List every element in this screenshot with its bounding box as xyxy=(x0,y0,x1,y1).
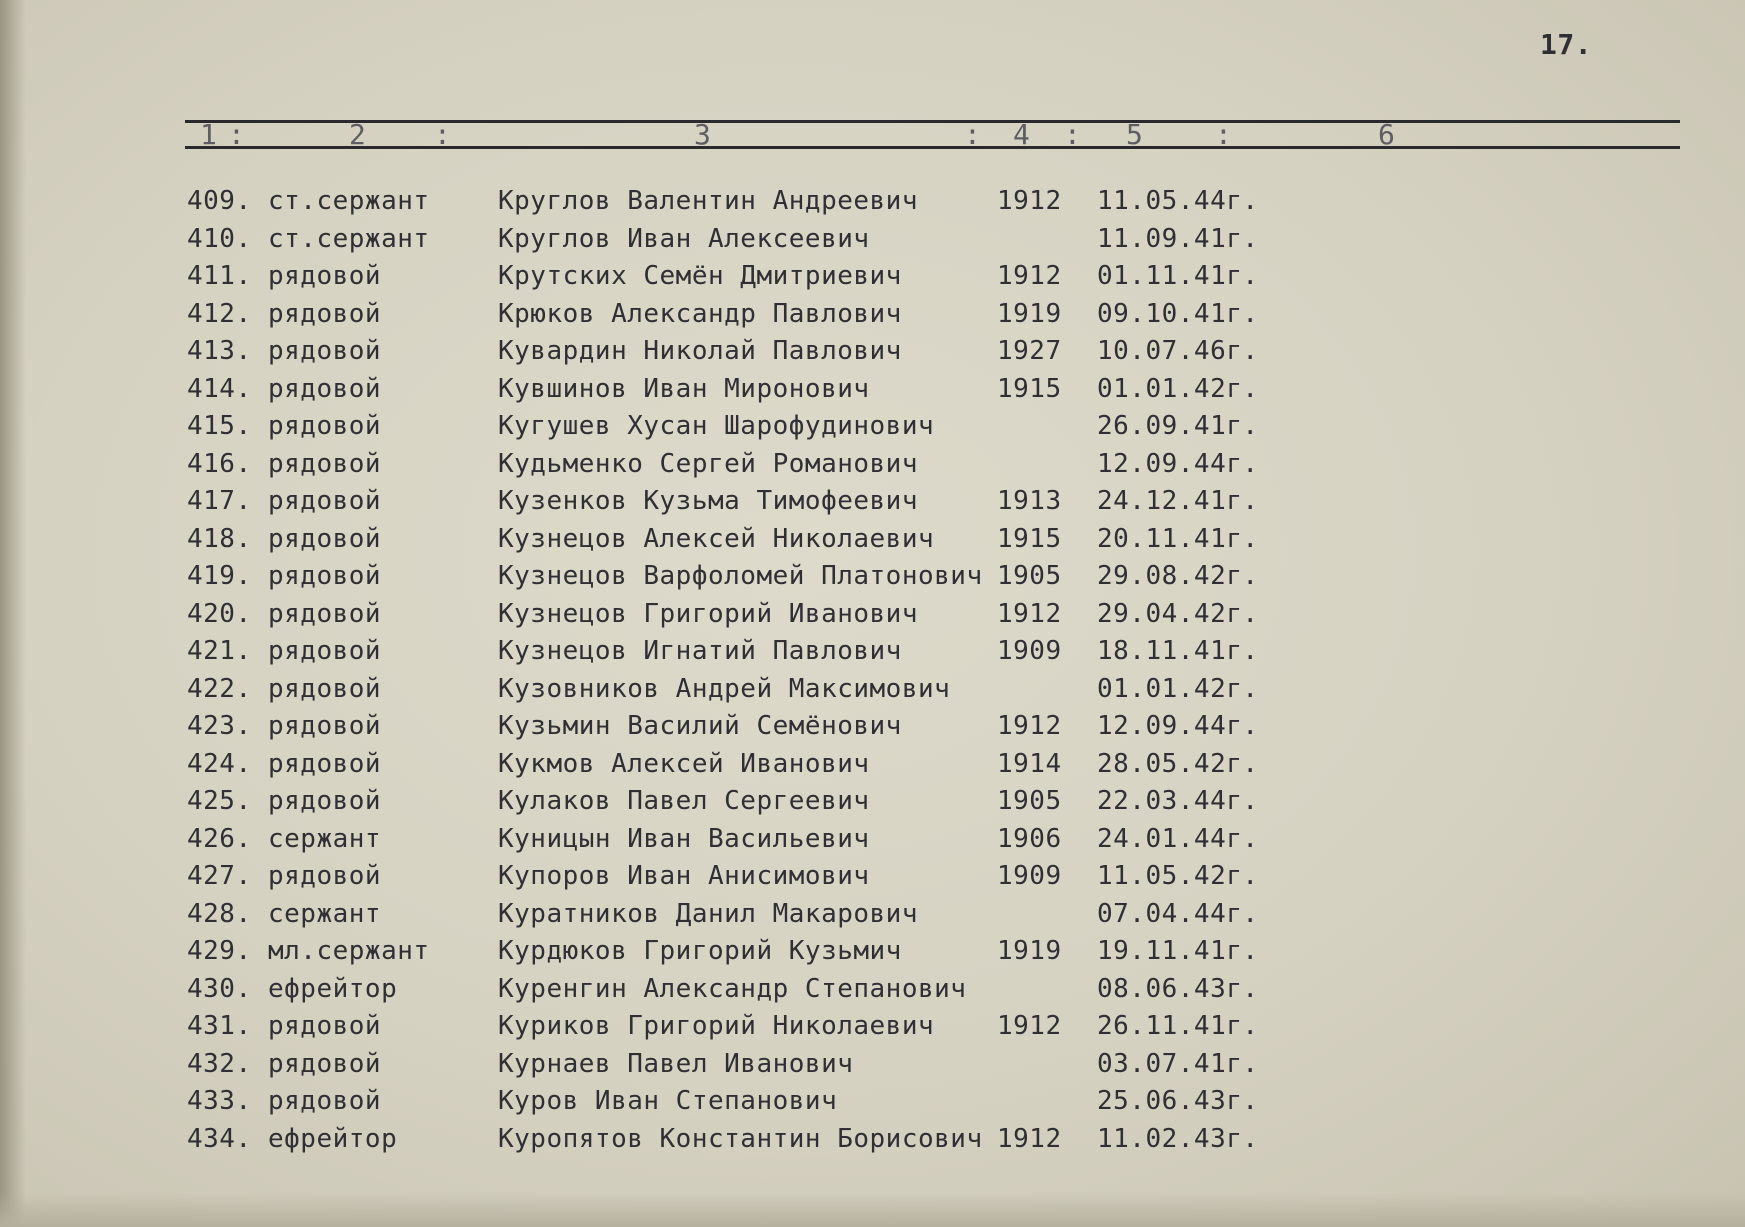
birth-year: 1909 xyxy=(997,636,1062,666)
header-rule-bottom xyxy=(185,146,1680,149)
records-table xyxy=(187,183,1297,1158)
table-row xyxy=(187,558,1297,596)
date-of-loss: 11.02.43г. xyxy=(1097,1123,1259,1154)
table-row xyxy=(187,371,1297,409)
full-name: Кузнецов Варфоломей Платонович xyxy=(498,561,983,591)
full-name: Крюков Александр Павлович xyxy=(498,298,902,329)
record-number: 429. xyxy=(187,936,252,966)
record-number: 416. xyxy=(187,448,252,479)
military-rank: рядовой xyxy=(268,1048,382,1079)
column-header-2: 2 xyxy=(349,118,366,151)
table-row xyxy=(187,483,1297,521)
table-row xyxy=(187,783,1297,821)
date-of-loss: 26.09.41г. xyxy=(1097,411,1259,441)
record-number: 432. xyxy=(187,1048,252,1079)
record-number: 423. xyxy=(187,711,252,741)
table-row xyxy=(187,858,1297,896)
date-of-loss: 01.01.42г. xyxy=(1097,673,1259,704)
military-rank: рядовой xyxy=(268,486,382,516)
record-number: 409. xyxy=(187,186,252,216)
full-name: Кузнецов Алексей Николаевич xyxy=(498,523,935,554)
military-rank: рядовой xyxy=(268,373,382,404)
date-of-loss: 19.11.41г. xyxy=(1097,936,1259,966)
date-of-loss: 11.05.42г. xyxy=(1097,861,1259,891)
birth-year: 1912 xyxy=(997,1123,1062,1154)
table-row xyxy=(187,933,1297,971)
table-row xyxy=(187,296,1297,334)
military-rank: сержант xyxy=(268,898,382,929)
military-rank: рядовой xyxy=(268,748,382,779)
full-name: Купоров Иван Анисимович xyxy=(498,861,870,891)
full-name: Куратников Данил Макарович xyxy=(498,898,918,929)
column-header-3: 3 xyxy=(694,118,711,151)
page-edge-shadow xyxy=(0,0,26,1227)
table-row xyxy=(187,1121,1297,1159)
table-row xyxy=(187,708,1297,746)
military-rank: рядовой xyxy=(268,673,382,704)
date-of-loss: 11.05.44г. xyxy=(1097,186,1259,216)
date-of-loss: 09.10.41г. xyxy=(1097,298,1259,329)
record-number: 414. xyxy=(187,373,252,404)
full-name: Круглов Иван Алексеевич xyxy=(498,223,870,254)
birth-year: 1906 xyxy=(997,823,1062,854)
record-number: 426. xyxy=(187,823,252,854)
full-name: Круглов Валентин Андреевич xyxy=(498,186,918,216)
date-of-loss: 29.08.42г. xyxy=(1097,561,1259,591)
full-name: Кузьмин Василий Семёнович xyxy=(498,711,902,741)
record-number: 431. xyxy=(187,1011,252,1041)
record-number: 434. xyxy=(187,1123,252,1154)
column-header-4: 4 xyxy=(1013,118,1030,151)
record-number: 425. xyxy=(187,786,252,816)
table-row xyxy=(187,821,1297,859)
military-rank: рядовой xyxy=(268,261,382,291)
military-rank: ефрейтор xyxy=(268,1123,398,1154)
record-number: 422. xyxy=(187,673,252,704)
record-number: 415. xyxy=(187,411,252,441)
table-row xyxy=(187,408,1297,446)
birth-year: 1914 xyxy=(997,748,1062,779)
column-separator: : xyxy=(434,118,451,151)
date-of-loss: 12.09.44г. xyxy=(1097,448,1259,479)
record-number: 421. xyxy=(187,636,252,666)
full-name: Крутских Семён Дмитриевич xyxy=(498,261,902,291)
birth-year: 1915 xyxy=(997,373,1062,404)
column-header-5: 5 xyxy=(1126,118,1143,151)
table-row xyxy=(187,671,1297,709)
military-rank: ефрейтор xyxy=(268,973,398,1004)
military-rank: рядовой xyxy=(268,298,382,329)
birth-year: 1905 xyxy=(997,561,1062,591)
page-number: 17. xyxy=(1540,28,1593,61)
date-of-loss: 01.11.41г. xyxy=(1097,261,1259,291)
birth-year: 1912 xyxy=(997,1011,1062,1041)
birth-year: 1909 xyxy=(997,861,1062,891)
date-of-loss: 24.01.44г. xyxy=(1097,823,1259,854)
military-rank: рядовой xyxy=(268,861,382,891)
table-row xyxy=(187,1083,1297,1121)
column-header-6: 6 xyxy=(1378,118,1395,151)
table-row xyxy=(187,1046,1297,1084)
military-rank: рядовой xyxy=(268,598,382,629)
table-row xyxy=(187,183,1297,221)
full-name: Кувшинов Иван Миронович xyxy=(498,373,870,404)
birth-year: 1912 xyxy=(997,598,1062,629)
column-separator: : xyxy=(964,118,981,151)
date-of-loss: 08.06.43г. xyxy=(1097,973,1259,1004)
table-row xyxy=(187,596,1297,634)
military-rank: ст.сержант xyxy=(268,186,430,216)
table-row xyxy=(187,633,1297,671)
birth-year: 1919 xyxy=(997,936,1062,966)
date-of-loss: 29.04.42г. xyxy=(1097,598,1259,629)
date-of-loss: 07.04.44г. xyxy=(1097,898,1259,929)
record-number: 420. xyxy=(187,598,252,629)
military-rank: рядовой xyxy=(268,411,382,441)
full-name: Куренгин Александр Степанович xyxy=(498,973,967,1004)
table-row xyxy=(187,333,1297,371)
table-row xyxy=(187,446,1297,484)
date-of-loss: 26.11.41г. xyxy=(1097,1011,1259,1041)
full-name: Курдюков Григорий Кузьмич xyxy=(498,936,902,966)
date-of-loss: 24.12.41г. xyxy=(1097,486,1259,516)
table-row xyxy=(187,221,1297,259)
birth-year: 1919 xyxy=(997,298,1062,329)
military-rank: рядовой xyxy=(268,711,382,741)
birth-year: 1912 xyxy=(997,711,1062,741)
table-row xyxy=(187,896,1297,934)
column-separator: : xyxy=(1215,118,1232,151)
record-number: 410. xyxy=(187,223,252,254)
full-name: Кузенков Кузьма Тимофеевич xyxy=(498,486,918,516)
table-row xyxy=(187,1008,1297,1046)
record-number: 413. xyxy=(187,336,252,366)
record-number: 427. xyxy=(187,861,252,891)
military-rank: рядовой xyxy=(268,1086,382,1116)
birth-year: 1905 xyxy=(997,786,1062,816)
date-of-loss: 25.06.43г. xyxy=(1097,1086,1259,1116)
full-name: Куницын Иван Васильевич xyxy=(498,823,870,854)
full-name: Кузнецов Игнатий Павлович xyxy=(498,636,902,666)
table-row xyxy=(187,521,1297,559)
birth-year: 1912 xyxy=(997,186,1062,216)
full-name: Куров Иван Степанович xyxy=(498,1086,838,1116)
military-rank: рядовой xyxy=(268,561,382,591)
table-row xyxy=(187,971,1297,1009)
full-name: Кудьменко Сергей Романович xyxy=(498,448,918,479)
full-name: Курнаев Павел Иванович xyxy=(498,1048,854,1079)
date-of-loss: 22.03.44г. xyxy=(1097,786,1259,816)
date-of-loss: 18.11.41г. xyxy=(1097,636,1259,666)
date-of-loss: 11.09.41г. xyxy=(1097,223,1259,254)
date-of-loss: 10.07.46г. xyxy=(1097,336,1259,366)
record-number: 430. xyxy=(187,973,252,1004)
page-bottom-shadow xyxy=(0,1192,1745,1227)
birth-year: 1912 xyxy=(997,261,1062,291)
birth-year: 1915 xyxy=(997,523,1062,554)
date-of-loss: 03.07.41г. xyxy=(1097,1048,1259,1079)
record-number: 417. xyxy=(187,486,252,516)
date-of-loss: 12.09.44г. xyxy=(1097,711,1259,741)
date-of-loss: 20.11.41г. xyxy=(1097,523,1259,554)
record-number: 412. xyxy=(187,298,252,329)
full-name: Кулаков Павел Сергеевич xyxy=(498,786,870,816)
column-separator: : xyxy=(228,118,245,151)
full-name: Куриков Григорий Николаевич xyxy=(498,1011,935,1041)
record-number: 411. xyxy=(187,261,252,291)
record-number: 424. xyxy=(187,748,252,779)
military-rank: рядовой xyxy=(268,336,382,366)
header-rule-top xyxy=(185,120,1680,123)
table-row xyxy=(187,258,1297,296)
military-rank: рядовой xyxy=(268,1011,382,1041)
record-number: 419. xyxy=(187,561,252,591)
military-rank: рядовой xyxy=(268,786,382,816)
full-name: Кузнецов Григорий Иванович xyxy=(498,598,918,629)
column-header-1: 1 xyxy=(200,118,217,151)
full-name: Кукмов Алексей Иванович xyxy=(498,748,870,779)
table-row xyxy=(187,746,1297,784)
record-number: 428. xyxy=(187,898,252,929)
date-of-loss: 28.05.42г. xyxy=(1097,748,1259,779)
military-rank: рядовой xyxy=(268,448,382,479)
full-name: Кузовников Андрей Максимович xyxy=(498,673,951,704)
military-rank: рядовой xyxy=(268,636,382,666)
record-number: 433. xyxy=(187,1086,252,1116)
record-number: 418. xyxy=(187,523,252,554)
military-rank: рядовой xyxy=(268,523,382,554)
military-rank: мл.сержант xyxy=(268,936,430,966)
date-of-loss: 01.01.42г. xyxy=(1097,373,1259,404)
birth-year: 1913 xyxy=(997,486,1062,516)
full-name: Кувардин Николай Павлович xyxy=(498,336,902,366)
full-name: Куропятов Константин Борисович xyxy=(498,1123,983,1154)
full-name: Кугушев Хусан Шарофудинович xyxy=(498,411,935,441)
birth-year: 1927 xyxy=(997,336,1062,366)
military-rank: сержант xyxy=(268,823,382,854)
column-separator: : xyxy=(1064,118,1081,151)
military-rank: ст.сержант xyxy=(268,223,430,254)
